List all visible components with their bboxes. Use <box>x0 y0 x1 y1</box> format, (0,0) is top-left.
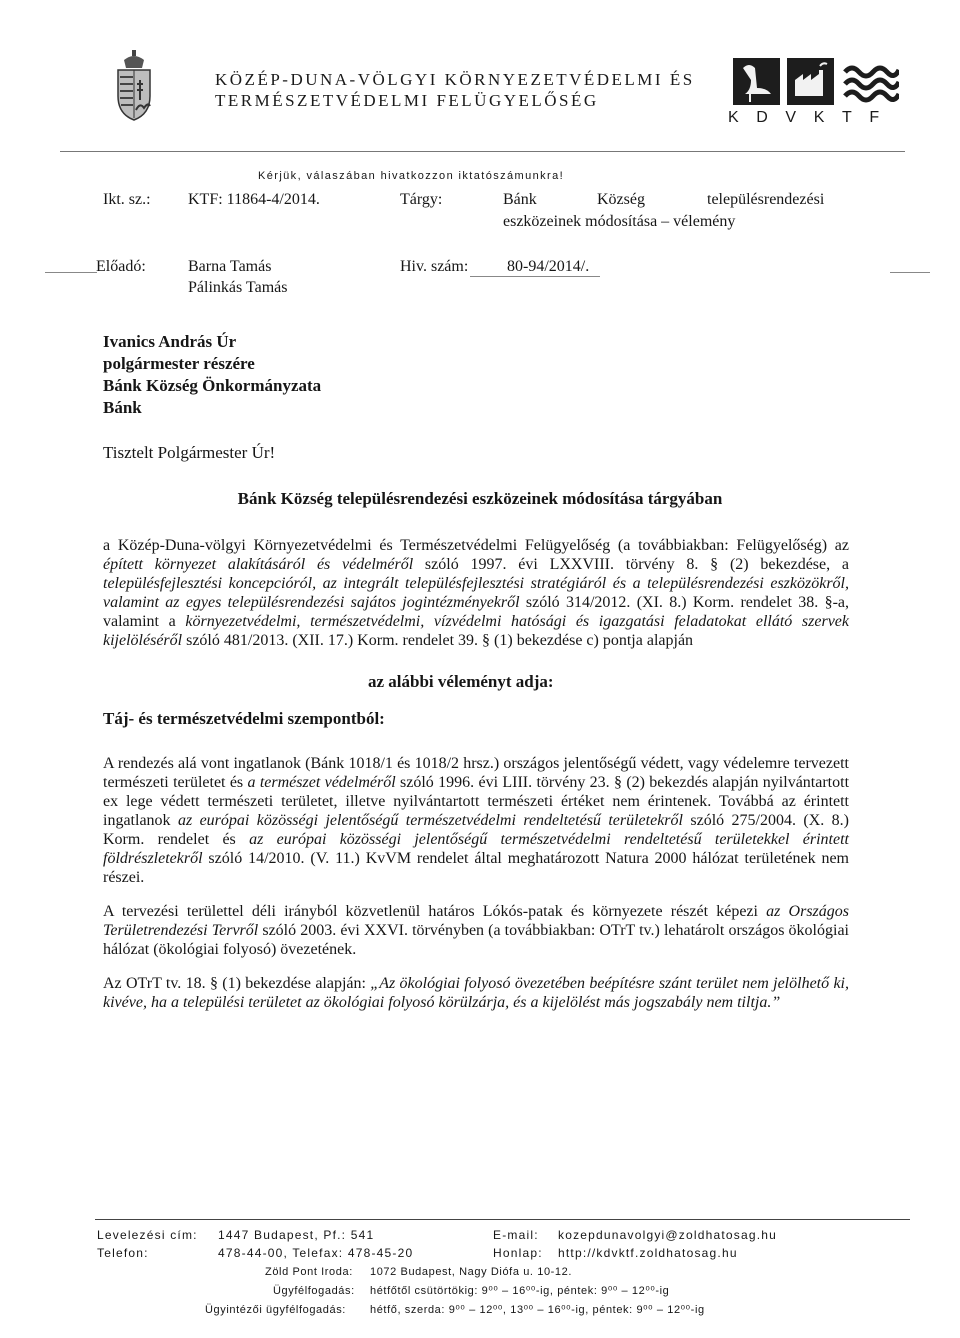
client-hours: hétfőtől csütörtökig: 9⁰⁰ – 16⁰⁰-ig, péntek: 9⁰⁰ – 12⁰⁰-ig <box>370 1285 670 1297</box>
postal-address-label: Levelezési cím: <box>97 1228 198 1242</box>
reference-underline <box>470 276 600 277</box>
margin-rule-left <box>45 272 97 273</box>
email-address: kozepdunavolgyi@zoldhatosag.hu <box>558 1228 777 1242</box>
subject-word-3: településrendezési <box>707 191 825 208</box>
otrt-quote-paragraph: Az OTrT tv. 18. § (1) bekezdése alapján: „Az ökológiai folyosó övezetében beépítésre szánt terület nem jelölhető ki, kivéve, ha a települési területet az ökológiai folyosó körülzárja, és a kijelölést más jogszabály nem tiltja.” <box>103 975 849 1011</box>
addressee-organization: Bánk Község Önkormányzata <box>103 376 322 395</box>
addressee-role: polgármester részére <box>103 354 255 373</box>
agency-abbreviation: KDVKTF <box>728 109 897 126</box>
officer-name-1: Barna Tamás <box>188 258 272 275</box>
officer-hours-label: Ügyintézői ügyfélfogadás: <box>205 1304 346 1316</box>
coat-of-arms-icon <box>110 50 158 122</box>
opinion-heading: az alábbi véleményt adja: <box>368 672 554 691</box>
section-heading: Táj- és természetvédelmi szempontból: <box>103 709 385 728</box>
office-address: 1072 Budapest, Nagy Diófa u. 10-12. <box>370 1266 573 1278</box>
subject-line-2: eszközeinek módosítása – vélemény <box>503 213 736 230</box>
officer-hours: hétfő, szerda: 9⁰⁰ – 12⁰⁰, 13⁰⁰ – 16⁰⁰-ig, péntek: 9⁰⁰ – 12⁰⁰-ig <box>370 1304 705 1316</box>
subject-heading: Bánk Község településrendezési eszközeinek módosítása tárgyában <box>237 489 723 508</box>
subject-word-1: Bánk <box>503 191 537 208</box>
office-label: Zöld Pont Iroda: <box>265 1266 353 1278</box>
factory-logo-icon <box>787 58 834 105</box>
addressee-name: Ivanics András Úr <box>103 332 237 351</box>
ikt-number: KTF: 11864-4/2014. <box>188 191 320 208</box>
agency-name-line2: TERMÉSZETVÉDELMI FELÜGYELŐSÉG <box>215 91 599 110</box>
phone-label: Telefon: <box>97 1246 149 1260</box>
reference-label: Hiv. szám: <box>400 258 469 275</box>
website-label: Honlap: <box>493 1246 543 1260</box>
subject-word-2: Község <box>597 191 645 208</box>
protected-area-paragraph: A rendezés alá vont ingatlanok (Bánk 1018/1 és 1018/2 hrsz.) országos jelentőségű védett, vagy védelemre tervezett természeti területet és a természet védelméről szóló 1996. évi LIII. törvény 23. § (2) bekezdés alapján nyilvántartott ex lege védett természeti területet, illetve nyilvántartott természeti értéket nem érintenek. Továbbá az érintett ingatlanok az európai közösségi jelentőségű természetvédelmi rendeltetésű területekről szóló 275/2004. (X. 8.) Korm. rendelet és az európai közösségi jelentőségű természetvédelmi rendeltetésű területekkel érintett földrészletekről szóló 14/2010. (V. 11.) KvVM rendelet által meghatározott Natura 2000 hálózat területének nem részei. <box>103 755 850 886</box>
intro-paragraph: a Közép-Duna-völgyi Környezetvédelmi és Természetvédelmi Felügyelőség (a továbbiakban: Felügyelőség) az épített környezet alakításáról és védelméről szóló 1997. évi LXXVIII. törvény 8. § (2) bekezdése, a településfejlesztési koncepcióról, az integrált településfejlesztési stratégiáról és a településrendezési eszközökről, valamint az egyes településrendezési sajátos jogintézményekről szóló 314/2012. (XI. 8.) Korm. rendelet 38. §-a, valamint a környezetvédelmi, természetvédelmi, vízvédelmi hatósági és igazgatási feladatokat ellátó szervek kijelöléséről szóló 481/2013. (XII. 17.) Korm. rendelet 39. § (1) bekezdése c) pontja alapján <box>103 537 850 649</box>
email-label: E-mail: <box>493 1228 539 1242</box>
waves-logo-icon <box>843 58 899 105</box>
ikt-label: Ikt. sz.: <box>103 191 151 208</box>
website-url: http://kdvktf.zoldhatosag.hu <box>558 1246 738 1260</box>
letter-body <box>103 536 849 1012</box>
salutation: Tisztelt Polgármester Úr! <box>103 443 276 462</box>
subject-label: Tárgy: <box>400 191 443 208</box>
ecological-network-paragraph: A tervezési területtel déli irányból közvetlenül határos Lókós-patak és környezete részét képezi az Országos Területrendezési Tervről szóló 2003. évi XXVI. törvényben (a továbbiakban: OTrT tv.) lehatárolt országos ökológiai hálózat (ökológiai folyosó) övezetének. <box>103 903 849 958</box>
header-divider <box>60 151 905 152</box>
reference-request-note: Kérjük, válaszában hivatkozzon iktatószámunkra! <box>258 170 565 182</box>
addressee-city: Bánk <box>103 398 142 417</box>
postal-address: 1447 Budapest, Pf.: 541 <box>218 1228 375 1242</box>
margin-rule-right <box>890 272 930 273</box>
agency-name-line1: KÖZÉP-DUNA-VÖLGYI KÖRNYEZETVÉDELMI ÉS <box>215 70 695 89</box>
client-hours-label: Ügyfélfogadás: <box>273 1285 355 1297</box>
reference-number: 80-94/2014/. <box>507 258 590 275</box>
phone-numbers: 478-44-00, Telefax: 478-45-20 <box>218 1246 414 1260</box>
officer-label: Előadó: <box>96 258 146 275</box>
officer-name-2: Pálinkás Tamás <box>188 279 288 296</box>
footer-divider <box>95 1219 910 1220</box>
bird-logo-icon <box>733 58 780 105</box>
